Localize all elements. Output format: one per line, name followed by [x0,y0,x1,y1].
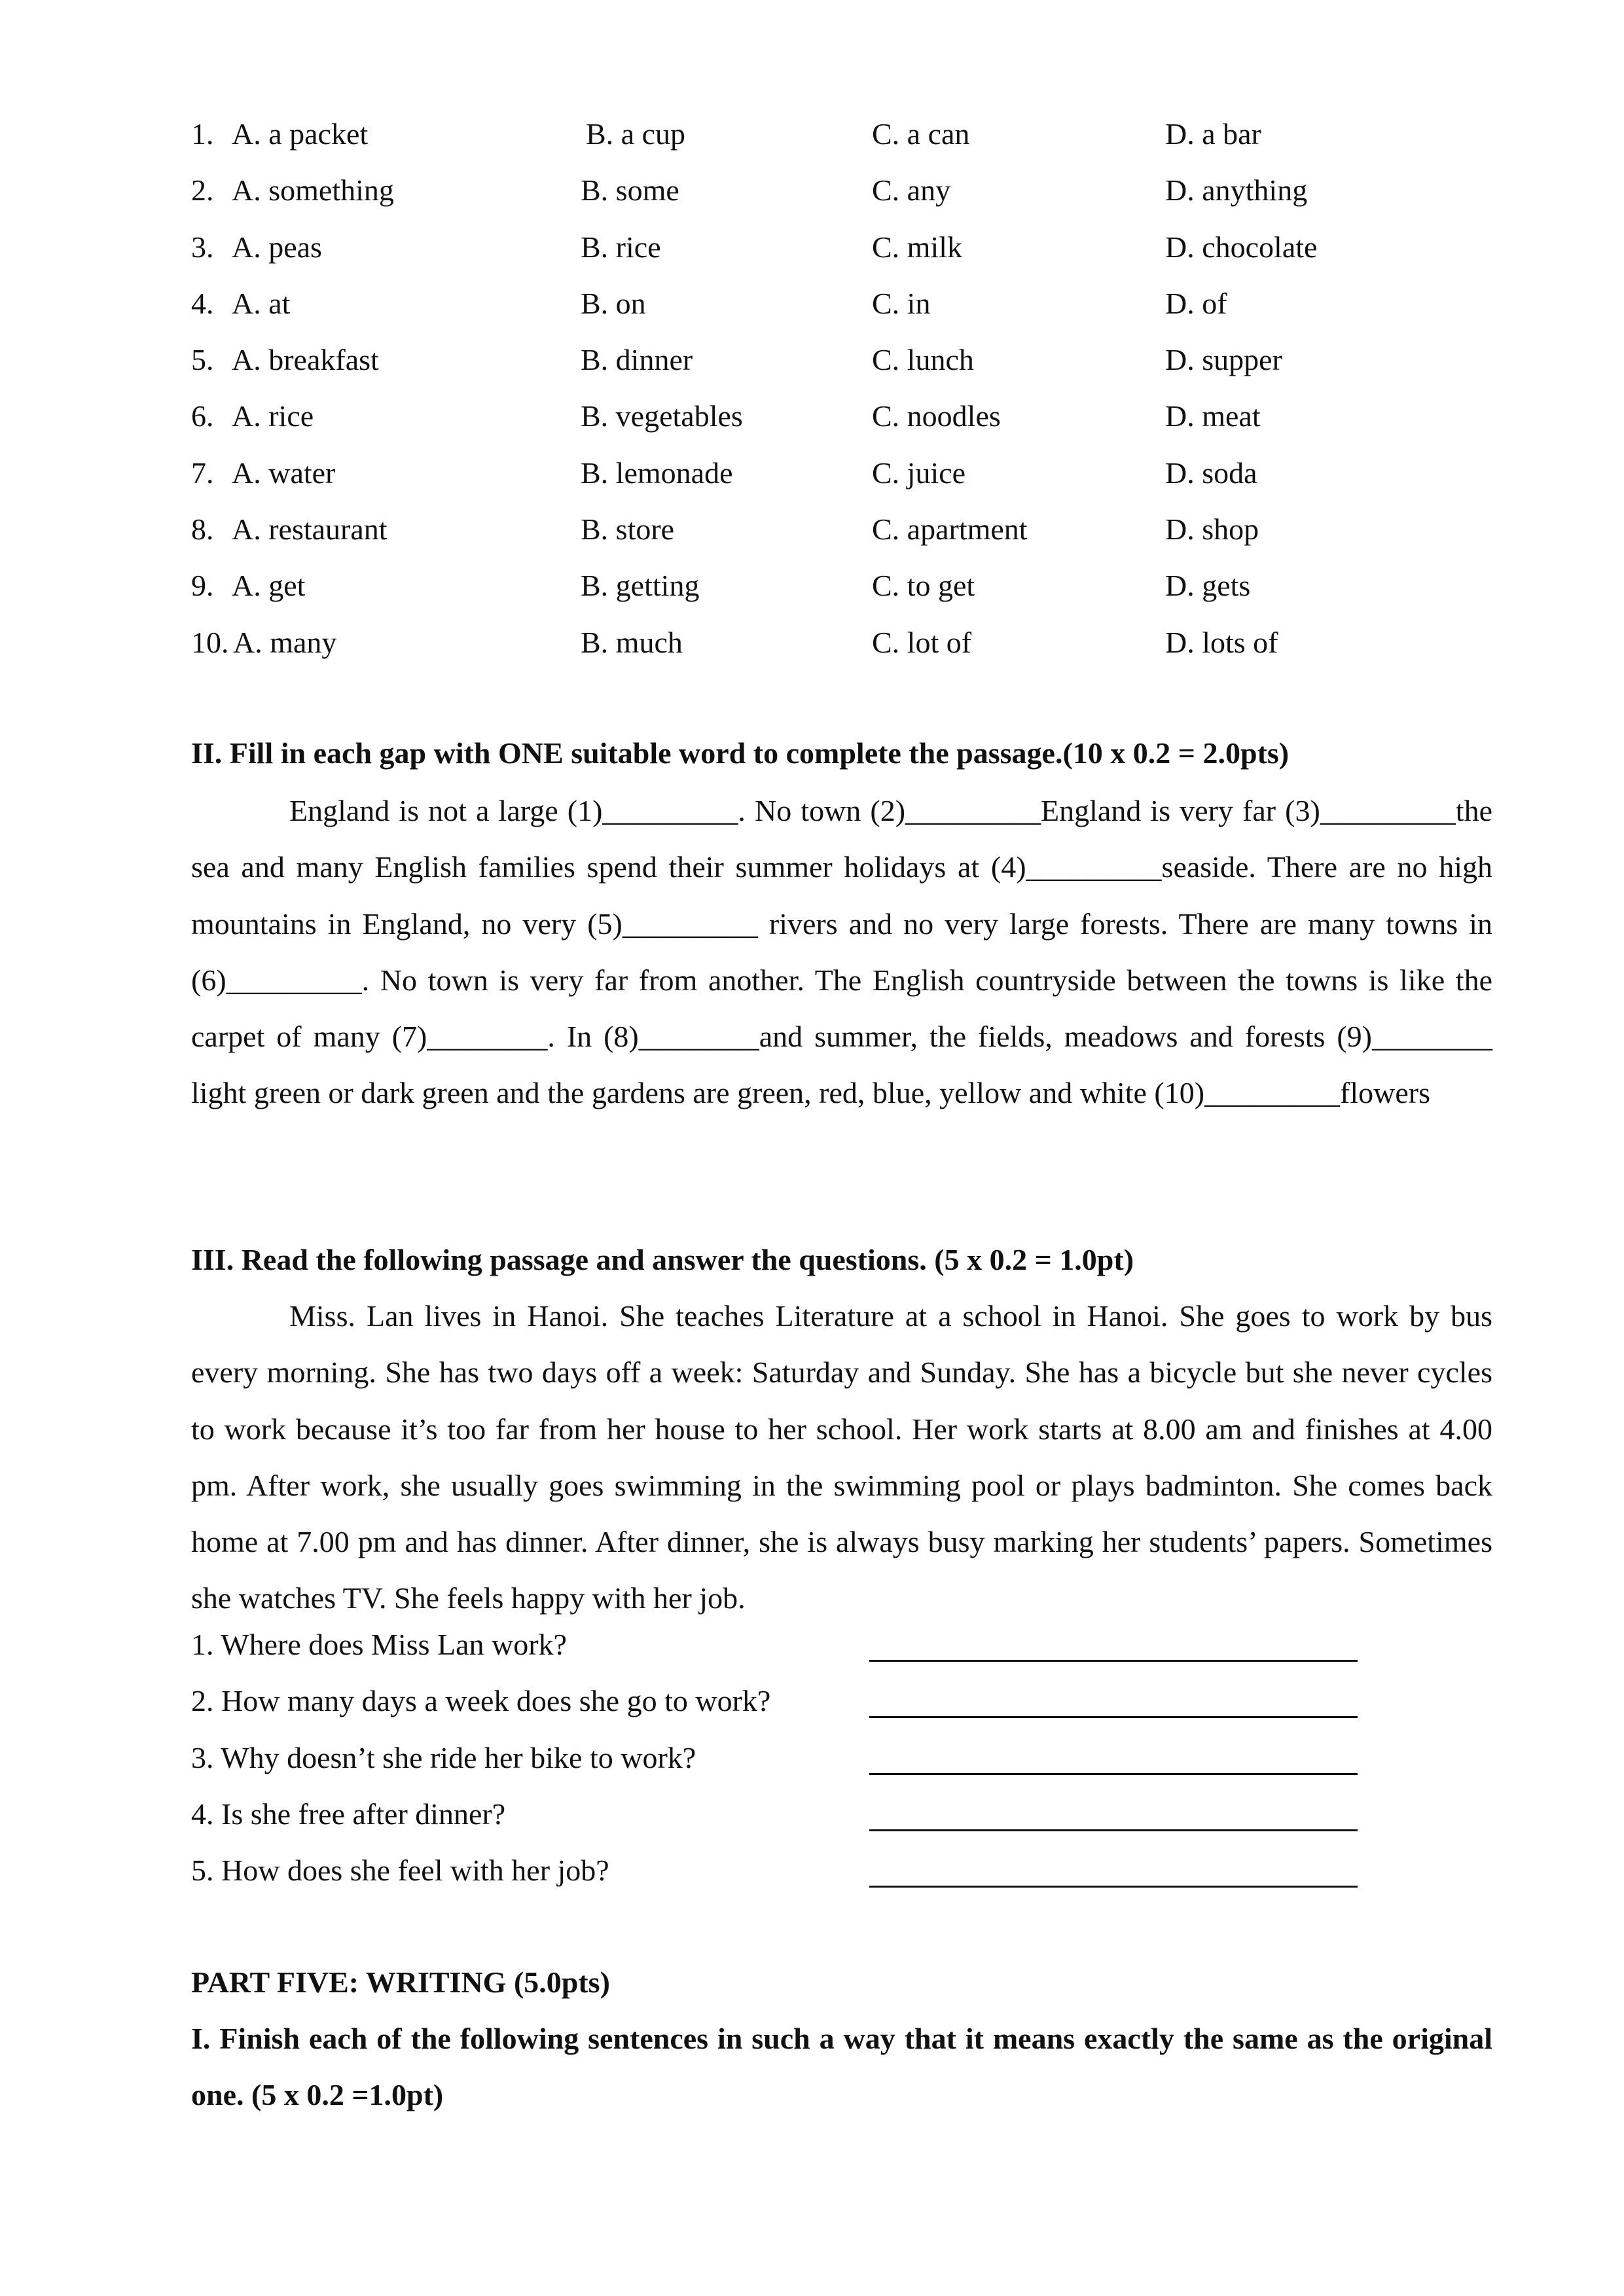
mc-item-number: 10. [191,625,229,659]
mc-option-b: B. a cup [586,117,686,151]
mc-option-b: B. getting [581,569,700,603]
mc-option-c: C. any [872,173,951,207]
mc-option-c: C. lot of [872,625,972,659]
mc-option-b: B. vegetables [581,399,743,433]
section-3-passage: Miss. Lan lives in Hanoi. She teaches Literature at a school in Hanoi. She goes to work by bus every morning. She has two days off a week: Saturday and Sunday. She has a bicycle but she never cycles to work because it’s too far from her house to her school. Her work starts at 8.00 am and finishes at 4.00 pm. After work, she usually goes swimming in the swimming pool or plays badminton. She comes back home at 7.00 pm and has dinner. After dinner, she is always busy marking her students’ papers. Sometimes she watches TV. She feels happy with her job. [191,1299,1492,1615]
mc-option-b: B. rice [581,230,661,264]
answer-line[interactable] [869,1716,1358,1718]
mc-item [191,445,1435,501]
section-3-heading: III. Read the following passage and answer the questions. (5 x 0.2 = 1.0pt) [191,1243,1134,1276]
answer-line[interactable] [869,1773,1358,1775]
mc-option-a: A. breakfast [232,343,379,377]
question-text: 5. How does she feel with her job? [191,1854,609,1888]
part-5-heading: PART FIVE: WRITING (5.0pts) [191,1965,610,1999]
mc-item-number: 1. [191,117,214,151]
mc-option-d: D. meat [1165,399,1261,433]
mc-option-d: D. of [1165,286,1227,320]
mc-item [191,162,1435,219]
mc-option-b: B. store [581,512,675,547]
mc-item-number: 7. [191,456,214,490]
question-text: 4. Is she free after dinner? [191,1797,506,1831]
question-item [191,1617,1369,1673]
mc-item-number: 9. [191,569,214,603]
mc-item [191,332,1435,388]
question-list [191,1617,1369,1899]
mc-item-number: 8. [191,512,214,547]
mc-option-b: B. some [581,173,679,207]
mc-item-number: 5. [191,343,214,377]
mc-item [191,388,1435,444]
mc-item-number: 2. [191,173,214,207]
mc-option-a: A. rice [232,399,314,433]
question-text: 1. Where does Miss Lan work? [191,1628,568,1661]
section-2-passage: England is not a large (1)_________. No town (2)_________England is very far (3)_________the sea and many English families spend their summer holidays at (4)_________seaside. There are no high mountains in England, no very (5)_________ rivers and no very large forests. There are many towns in (6)_________. No town is very far from another. The English countryside between the towns is like the carpet of many (7)________. In (8)________and summer, the fields, meadows and forests (9)________ light green or dark green and the gardens are green, red, blue, yellow and white (10)_________flowers [191,794,1492,1110]
mc-option-c: C. apartment [872,512,1028,547]
mc-option-a: A. get [232,569,306,603]
mc-item-number: 6. [191,399,214,433]
section-2-heading: II. Fill in each gap with ONE suitable word to complete the passage.(10 x 0.2 = 2.0pts) [191,736,1290,770]
mc-option-c: C. lunch [872,343,974,377]
mc-option-c: C. juice [872,456,966,490]
mc-option-d: D. anything [1165,173,1308,207]
mc-item [191,558,1435,614]
mc-option-a: A. at [232,286,291,320]
mc-option-b: B. lemonade [581,456,733,490]
mc-option-a: A. restaurant [232,512,388,547]
mc-option-d: D. a bar [1165,117,1261,151]
question-item [191,1842,1369,1899]
mc-option-b: B. much [581,625,683,659]
multiple-choice-list [191,106,1435,671]
mc-option-d: D. gets [1165,569,1251,603]
question-item [191,1730,1369,1786]
mc-option-c: C. milk [872,230,963,264]
mc-option-c: C. noodles [872,399,1001,433]
answer-line[interactable] [869,1829,1358,1831]
mc-option-a: A. water [232,456,336,490]
mc-item [191,615,1435,671]
mc-item-number: 4. [191,286,214,320]
question-text: 3. Why doesn’t she ride her bike to work? [191,1740,696,1774]
mc-option-d: D. soda [1165,456,1257,490]
mc-option-a: A. peas [232,230,322,264]
mc-option-a: A. many [233,625,337,659]
mc-option-d: D. shop [1165,512,1259,547]
question-item [191,1673,1369,1729]
mc-option-d: D. lots of [1165,625,1278,659]
mc-item [191,276,1435,332]
mc-option-b: B. dinner [581,343,693,377]
part-5-section-1-heading: I. Finish each of the following sentences in such a way that it means exactly the same as the original one. (5 x 0.2 =1.0pt) [191,2022,1492,2112]
answer-line[interactable] [869,1886,1358,1888]
question-item [191,1786,1369,1842]
mc-option-c: C. a can [872,117,970,151]
mc-item [191,219,1435,276]
question-text: 2. How many days a week does she go to work? [191,1684,771,1718]
mc-item-number: 3. [191,230,214,264]
mc-option-d: D. chocolate [1165,230,1318,264]
mc-option-d: D. supper [1165,343,1282,377]
answer-line[interactable] [869,1660,1358,1662]
mc-option-a: A. a packet [232,117,369,151]
mc-option-b: B. on [581,286,646,320]
mc-item [191,501,1435,558]
mc-option-c: C. in [872,286,931,320]
mc-option-a: A. something [232,173,394,207]
mc-item [191,106,1435,162]
mc-option-c: C. to get [872,569,975,603]
